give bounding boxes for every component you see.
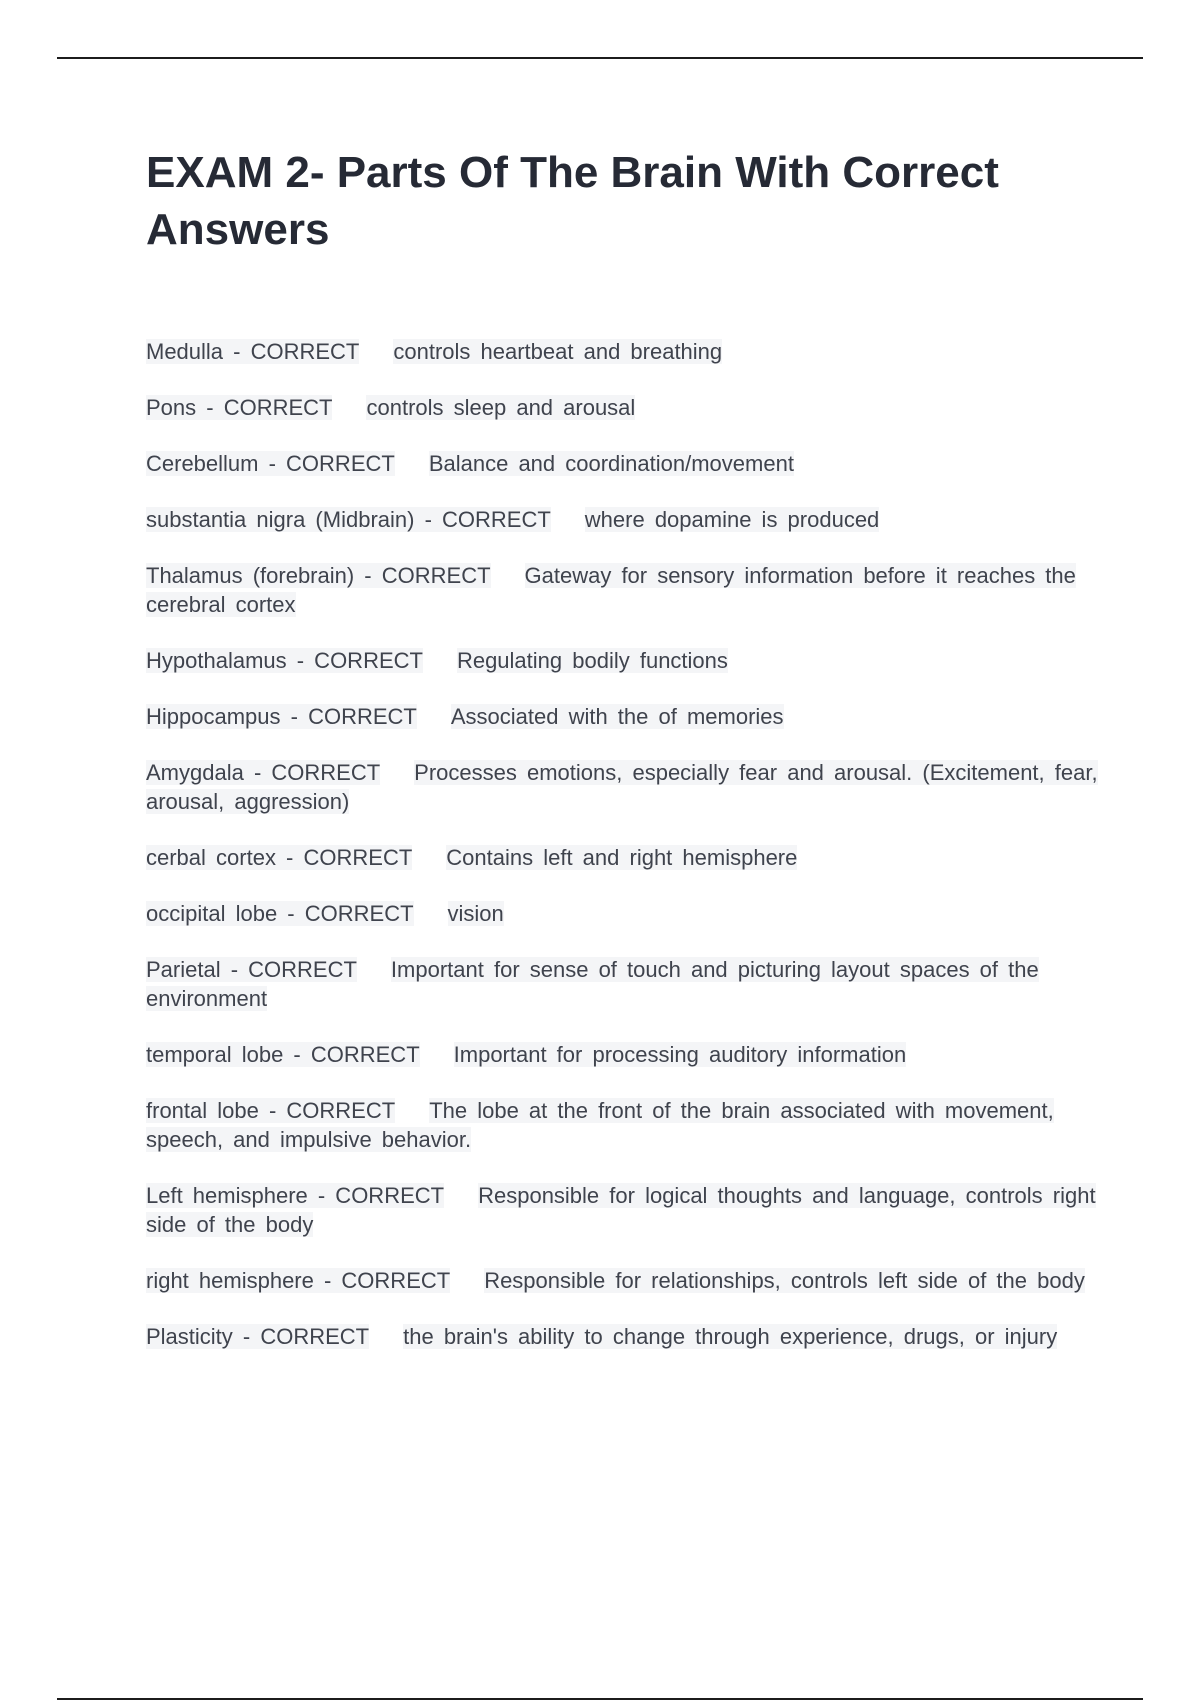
qa-answer: Important for processing auditory information bbox=[453, 1042, 907, 1067]
qa-term: Thalamus (forebrain) - CORRECT bbox=[146, 563, 491, 588]
qa-term: right hemisphere - CORRECT bbox=[146, 1268, 451, 1293]
qa-term: Hypothalamus - CORRECT bbox=[146, 648, 423, 673]
qa-item bbox=[146, 337, 1106, 366]
qa-item bbox=[146, 646, 1106, 675]
qa-item bbox=[146, 758, 1106, 816]
qa-answer: Processes emotions, especially fear and arousal. (Excitement, fear, arousal, aggression) bbox=[146, 760, 1098, 814]
qa-answer: controls heartbeat and breathing bbox=[393, 339, 723, 364]
qa-item bbox=[146, 505, 1106, 534]
qa-item bbox=[146, 955, 1106, 1013]
qa-answer: Balance and coordination/movement bbox=[428, 451, 794, 476]
qa-term: temporal lobe - CORRECT bbox=[146, 1042, 420, 1067]
qa-item bbox=[146, 1181, 1106, 1239]
qa-answer: Contains left and right hemisphere bbox=[446, 845, 798, 870]
qa-answer: Associated with the of memories bbox=[450, 704, 784, 729]
qa-item bbox=[146, 899, 1106, 928]
qa-term: frontal lobe - CORRECT bbox=[146, 1098, 396, 1123]
page-title: EXAM 2- Parts Of The Brain With Correct Answers bbox=[146, 148, 999, 254]
qa-list bbox=[146, 337, 1106, 1378]
qa-answer: vision bbox=[447, 901, 504, 926]
qa-answer: The lobe at the front of the brain associated with movement, speech, and impulsive behavior. bbox=[146, 1098, 1054, 1152]
qa-term: Parietal - CORRECT bbox=[146, 957, 357, 982]
qa-term: cerbal cortex - CORRECT bbox=[146, 845, 413, 870]
qa-item bbox=[146, 843, 1106, 872]
top-rule bbox=[57, 57, 1143, 59]
qa-answer: Regulating bodily functions bbox=[456, 648, 728, 673]
qa-item bbox=[146, 702, 1106, 731]
qa-answer: Important for sense of touch and picturing layout spaces of the environment bbox=[146, 957, 1039, 1011]
qa-term: Cerebellum - CORRECT bbox=[146, 451, 395, 476]
qa-item bbox=[146, 1322, 1106, 1351]
qa-answer: Responsible for logical thoughts and language, controls right side of the body bbox=[146, 1183, 1096, 1237]
qa-term: occipital lobe - CORRECT bbox=[146, 901, 414, 926]
qa-item bbox=[146, 561, 1106, 619]
qa-item bbox=[146, 393, 1106, 422]
qa-term: Medulla - CORRECT bbox=[146, 339, 360, 364]
qa-answer: controls sleep and arousal bbox=[366, 395, 636, 420]
qa-answer: where dopamine is produced bbox=[584, 507, 880, 532]
qa-item bbox=[146, 449, 1106, 478]
qa-answer: the brain's ability to change through experience, drugs, or injury bbox=[403, 1324, 1058, 1349]
qa-answer: Gateway for sensory information before it reaches the cerebral cortex bbox=[146, 563, 1076, 617]
qa-term: Pons - CORRECT bbox=[146, 395, 333, 420]
qa-item bbox=[146, 1096, 1106, 1154]
qa-term: Hippocampus - CORRECT bbox=[146, 704, 417, 729]
qa-term: Left hemisphere - CORRECT bbox=[146, 1183, 445, 1208]
qa-answer: Responsible for relationships, controls left side of the body bbox=[484, 1268, 1085, 1293]
qa-term: substantia nigra (Midbrain) - CORRECT bbox=[146, 507, 551, 532]
qa-term: Plasticity - CORRECT bbox=[146, 1324, 370, 1349]
qa-item bbox=[146, 1266, 1106, 1295]
qa-term: Amygdala - CORRECT bbox=[146, 760, 381, 785]
qa-item bbox=[146, 1040, 1106, 1069]
